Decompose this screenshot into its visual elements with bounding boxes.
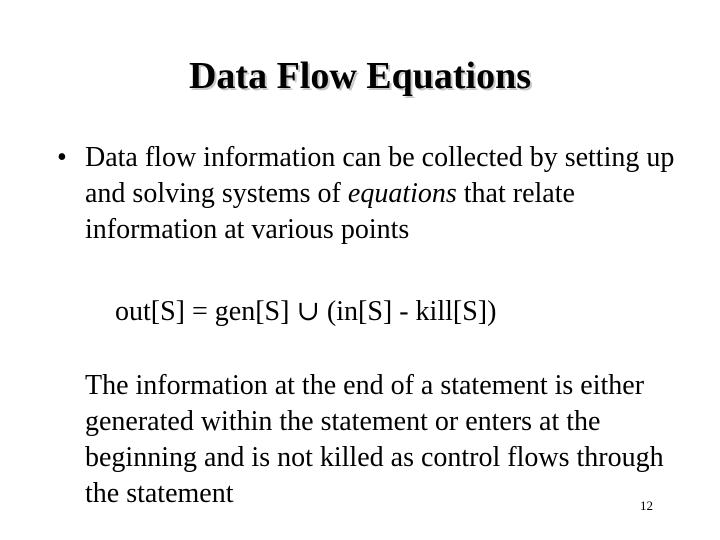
dataflow-equation: out[S] = gen[S] ∪ (in[S] - kill[S]) <box>115 296 497 327</box>
bullet-text <box>85 140 675 248</box>
bullet-text-start: Data flow information can be collected by setting up and solving systems of <box>85 142 675 209</box>
bullet-emphasis: equations <box>347 178 457 209</box>
slide-title: Data Flow Equations <box>188 55 532 97</box>
bullet-icon: • <box>57 142 67 173</box>
bullet-text-end: that relate information at various points <box>85 178 575 245</box>
explanation-paragraph: The information at the end of a statement is either generated within the statement or enters at the beginning and is not killed as control flows through the statement <box>85 370 664 509</box>
page-number: 12 <box>640 498 653 513</box>
